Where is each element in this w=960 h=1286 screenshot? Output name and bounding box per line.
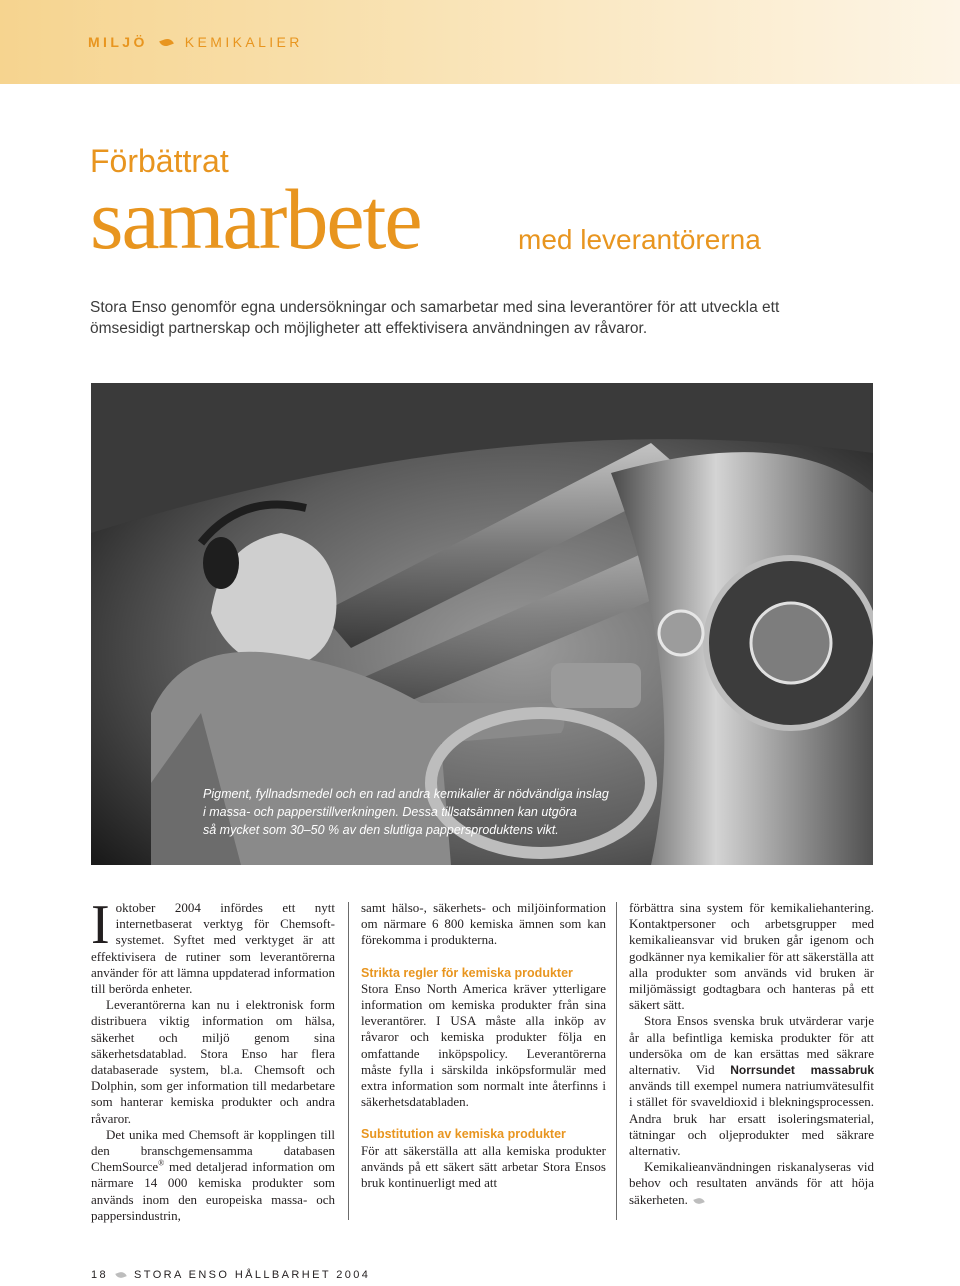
paragraph-text: Kemikalieanvändningen riskanalyseras vid behov och resultaten används för att höja säkerheten. (629, 1159, 874, 1207)
paragraph: Leverantörerna kan nu i elektronisk form distribuera viktig information om hälsa, säkerhet och miljö genom sina säkerhetsdatablad. Stora Enso har flera databaserade system, bl.a. Chemsoft och Dolphin, som ger information till medarbetare som hanterar kemiska produkter och andra råvaror. (91, 997, 335, 1126)
paragraph-text: med detaljerad information om närmare 14 000 kemiska produkter som används inom den europeiska massa- och pappersindustrin, (91, 1159, 335, 1223)
registered-mark: ® (158, 1158, 165, 1168)
paragraph (91, 1127, 335, 1224)
paragraph-text: oktober 2004 infördes ett nytt internetbaserat verktyg för Chemsoft-systemet. Syftet med verktyget är att effektivisera de rutiner som leverantörerna använder för att lämna uppdaterad information till berörda enheter. (91, 900, 335, 997)
worker-photo (91, 383, 873, 865)
paragraph: Stora Enso North America kräver ytterligare information om kemiska produkter från sina leverantörer. I USA måste alla inköp av råvaror och kemiska produkter följa en omfattande inköpspolicy. Leverantörerna måste fylla i särskilda inköpsformulär med extra information som normalt inte återfinns i säkerhetsdatabladen. (361, 980, 606, 1110)
paragraph: För att säkerställa att alla kemiska produkter används på ett säkert sätt arbetar Stora Ensos bruk kontinuerligt med att (361, 1142, 606, 1191)
page-footer (91, 1269, 370, 1281)
paragraph (629, 1159, 874, 1208)
end-leaf-icon (693, 1196, 704, 1205)
paragraph (629, 1013, 874, 1159)
leaf-icon (159, 36, 174, 47)
paragraph-text: Det unika med Chemsoft är kopplingen till den branschgemensamma databasen ChemSource (91, 1126, 335, 1175)
subheading: Substitution av kemiska produkter (361, 1127, 566, 1142)
publication-name: STORA ENSO HÅLLBARHET 2004 (134, 1269, 371, 1281)
page-number: 18 (91, 1269, 109, 1281)
paragraph: samt hälso-, säkerhets- och miljöinformation om närmare 6 800 kemiska ämnen som kan förekomma i produkterna. (361, 900, 606, 948)
intro-paragraph: Stora Enso genomför egna undersökningar och samarbetar med sina leverantörer för att utveckla ett ömsesidigt partnerskap och möjligheter att effektivisera användningen av råvaror. (90, 299, 780, 337)
column-divider (348, 902, 349, 1220)
column-divider (616, 902, 617, 1220)
section-label: MILJÖ (88, 34, 148, 50)
paragraph: förbättra sina system för kemikaliehantering. Kontaktpersoner och arbetsgrupper med kemikalieansvar vid bruken går igenom och godkänner nya kemikalier för att säkerställa att alla produkter som används vid bruken är miljömässigt godtagbara och hanteras på ett säkert sätt. (629, 900, 874, 1013)
highlighted-mill-name: Norrsundet massabruk (730, 1063, 875, 1078)
leaf-icon (115, 1270, 126, 1279)
paragraph-text: Stora Ensos svenska bruk utvärderar varje år alla befintliga kemiska produkter för att undersöka om de kan ersättas med säkrare alternativ. Vid (629, 1013, 874, 1078)
body-column-3 (629, 900, 874, 1208)
caption-line: så mycket som 30–50 % av den slutliga pappersproduktens vikt. (203, 823, 559, 837)
body-column-1 (91, 894, 335, 1224)
paragraph (91, 894, 335, 997)
body-column-2 (361, 900, 606, 1191)
photo-caption (203, 785, 623, 839)
title-line-2: samarbete (90, 171, 421, 267)
caption-line: i massa- och papperstillverkningen. Dessa tillsatsämnen kan utgöra (203, 805, 577, 819)
drop-cap: I (91, 894, 110, 956)
paragraph-text: används till exempel numera natriumvätesulfit i stället för svaveldioxid i blekningsprocessen. Andra bruk har ersatt isoleringsmaterial, tätningar och oljeprodukter med säkrare alternativ. (629, 1078, 874, 1159)
subsection-label: KEMIKALIER (184, 34, 303, 50)
section-breadcrumb (88, 34, 303, 50)
title-line-1: Förbättrat (90, 143, 229, 179)
caption-line: Pigment, fyllnadsmedel och en rad andra kemikalier är nödvändiga inslag (203, 787, 609, 801)
title-line-3: med leverantörerna (518, 224, 761, 255)
subheading: Strikta regler för kemiska produkter (361, 965, 573, 980)
